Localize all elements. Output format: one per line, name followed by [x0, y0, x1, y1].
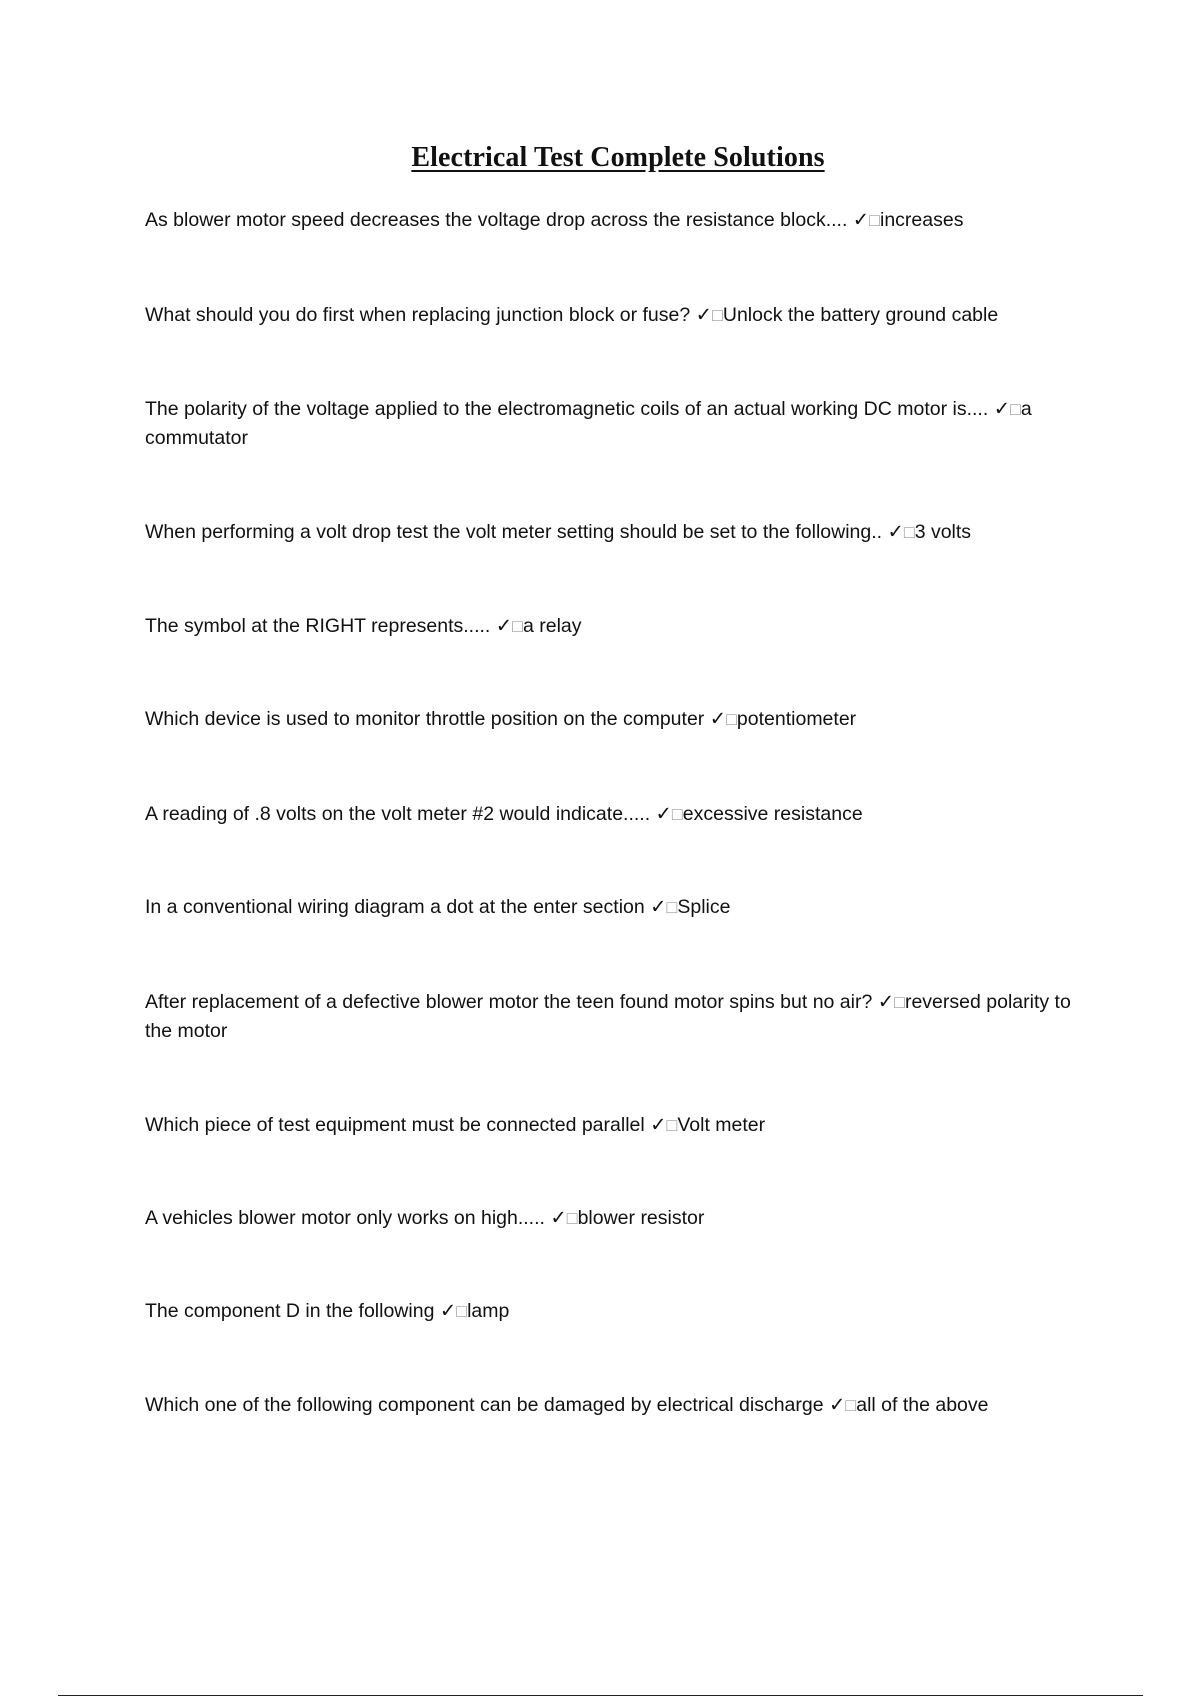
qa-item — [145, 1111, 1090, 1140]
qa-item — [145, 893, 1090, 922]
answer-text: a commutator — [145, 398, 1032, 449]
check-icon: ✓ — [650, 1114, 667, 1136]
question-text: Which device is used to monitor throttle position on the computer — [145, 708, 710, 730]
answer-text: Splice — [677, 896, 731, 918]
check-icon: ✓ — [655, 803, 672, 825]
box-icon: □ — [711, 305, 723, 325]
answer-text: 3 volts — [914, 521, 972, 543]
question-text: What should you do first when replacing junction block or fuse? — [145, 304, 696, 326]
answer-text: lamp — [467, 1300, 510, 1322]
box-icon: □ — [566, 1208, 578, 1228]
qa-item — [145, 800, 1090, 829]
check-icon: ✓ — [695, 304, 712, 326]
question-text: After replacement of a defective blower motor the teen found motor spins but no air? — [145, 991, 878, 1013]
answer-text: excessive resistance — [682, 803, 863, 825]
box-icon: □ — [666, 897, 678, 917]
box-icon: □ — [456, 1301, 468, 1321]
check-icon: ✓ — [709, 708, 727, 730]
answer-text: Unlock the battery ground cable — [722, 304, 999, 326]
box-icon: □ — [903, 522, 915, 542]
question-text: Which piece of test equipment must be connected parallel — [145, 1114, 651, 1136]
answer-text: a relay — [523, 615, 582, 637]
answer-text: potentiometer — [736, 708, 857, 730]
document-title: Electrical Test Complete Solutions — [411, 142, 825, 173]
footer-divider — [58, 1695, 1143, 1696]
qa-item — [145, 988, 1090, 1046]
question-text: As blower motor speed decreases the voltage drop across the resistance block.... — [145, 209, 853, 231]
answer-text: Volt meter — [677, 1114, 766, 1136]
box-icon: □ — [512, 616, 523, 636]
question-text: When performing a volt drop test the volt meter setting should be set to the following.. — [145, 521, 888, 543]
qa-item — [145, 705, 1090, 734]
box-icon: □ — [894, 992, 905, 1012]
qa-item — [145, 206, 1090, 235]
check-icon: ✓ — [550, 1207, 567, 1229]
check-icon: ✓ — [650, 896, 667, 918]
answer-text: increases — [880, 209, 964, 231]
check-icon: ✓ — [439, 1300, 457, 1322]
box-icon: □ — [671, 804, 683, 824]
question-text: The component D in the following — [145, 1300, 440, 1322]
qa-item — [145, 1391, 1090, 1420]
qa-item — [145, 301, 1090, 330]
check-icon: ✓ — [887, 521, 904, 543]
qa-item — [145, 1204, 1090, 1233]
box-icon: □ — [726, 709, 737, 729]
qa-item — [145, 1297, 1090, 1326]
check-icon: ✓ — [829, 1394, 846, 1416]
box-icon: □ — [1010, 399, 1021, 419]
check-icon: ✓ — [495, 615, 513, 637]
box-icon: □ — [845, 1395, 857, 1415]
box-icon: □ — [666, 1115, 678, 1135]
answer-text: blower resistor — [577, 1207, 705, 1229]
question-text: In a conventional wiring diagram a dot at the enter section — [145, 896, 651, 918]
question-text: The polarity of the voltage applied to the electromagnetic coils of an actual working DC motor is.... — [145, 398, 994, 420]
question-text: A reading of .8 volts on the volt meter #2 would indicate..... — [145, 803, 656, 825]
question-text: The symbol at the RIGHT represents..... — [145, 615, 496, 637]
qa-item — [145, 518, 1090, 547]
question-text: Which one of the following component can be damaged by electrical discharge — [145, 1394, 829, 1416]
box-icon: □ — [869, 210, 880, 230]
question-text: A vehicles blower motor only works on high..... — [145, 1207, 551, 1229]
qa-item — [145, 395, 1090, 453]
qa-item — [145, 612, 1090, 641]
check-icon: ✓ — [993, 398, 1011, 420]
answer-text: reversed polarity to the motor — [145, 991, 1071, 1042]
check-icon: ✓ — [852, 209, 870, 231]
answer-text: all of the above — [856, 1394, 989, 1416]
check-icon: ✓ — [877, 991, 895, 1013]
